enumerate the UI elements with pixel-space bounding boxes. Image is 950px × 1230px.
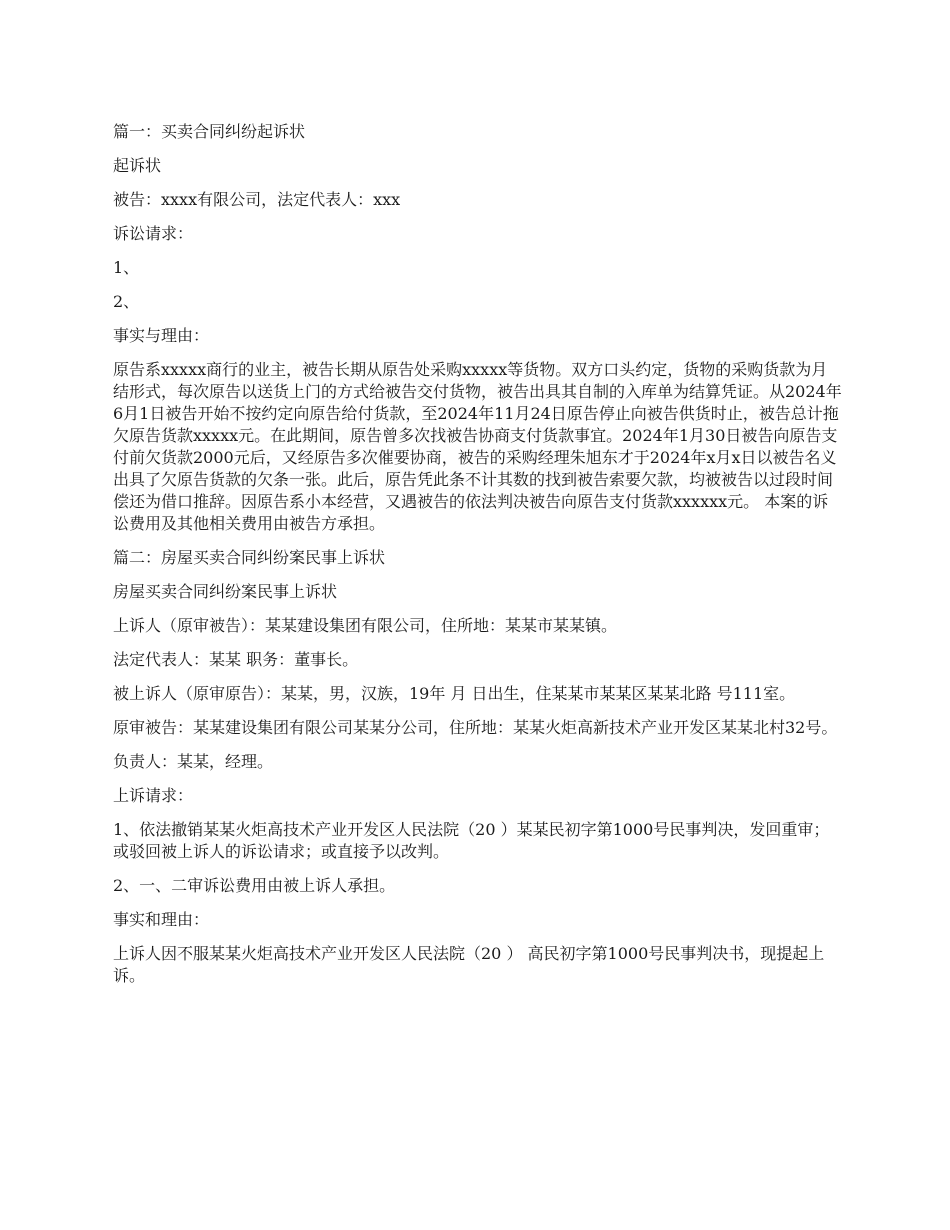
appeal-heading: 房屋买卖合同纠纷案民事上诉状 — [113, 582, 338, 601]
appellee-line: 被上诉人（原审原告）：某某，男，汉族，19年 月 日出生，住某某市某某区某某北路 号111室。 — [113, 684, 796, 703]
appeal-requests-heading: 上诉请求： — [113, 786, 194, 805]
facts-heading: 事实与理由： — [113, 326, 210, 345]
appeal-request-2: 2、一、二审诉讼费用由被上诉人承担。 — [113, 876, 396, 895]
document-body — [113, 121, 843, 999]
appeal-statement: 上诉人因不服某某火炬高技术产业开发区人民法院（20 ） 高民初字第1000号民事判决书，现提起上诉。 — [113, 944, 825, 985]
legal-representative-line: 法定代表人：某某 职务：董事长。 — [113, 650, 359, 669]
appeal-request-1: 1、依法撤销某某火炬高技术产业开发区人民法院（20 ）某某民初字第1000号民事判决，发回重审；或驳回被上诉人的诉讼请求；或直接予以改判。 — [113, 820, 830, 861]
claims-heading: 诉讼请求： — [113, 224, 194, 243]
responsible-person-line: 负责人：某某，经理。 — [113, 752, 274, 771]
document-heading: 起诉状 — [113, 156, 162, 175]
original-defendant-line: 原审被告：某某建设集团有限公司某某分公司，住所地：某某火炬高新技术产业开发区某某北村32号。 — [113, 718, 838, 737]
claim-item-2: 2、 — [113, 292, 140, 311]
claim-item-1: 1、 — [113, 258, 140, 277]
facts-paragraph: 原告系xxxxx商行的业主，被告长期从原告处采购xxxxx等货物。双方口头约定，货物的采购货款为月结形式，每次原告以送货上门的方式给被告交付货物，被告出具其自制的入库单为结算凭证。从2024年6月1日被告开始不按约定向原告给付货款，至2024年11月24日原告停止向被告供货时止，被告总计拖欠原告货款xxxxx元。在此期间，原告曾多次找被告协商支付货款事宜。2024年1月30日被告向原告支付前欠货款2000元后，又经原告多次催要协商，被告的采购经理朱旭东才于2024年x月x日以被告名义出具了欠原告货款的欠条一张。此后，原告凭此条不计其数的找到被告索要欠款，均被被告以过段时间偿还为借口推辞。因原告系小本经营，又遇被告的依法判决被告向原告支付货款xxxxxx元。 本案的诉讼费用及其他相关费用由被告方承担。 — [113, 360, 842, 533]
section-title-part-two: 篇二：房屋买卖合同纠纷案民事上诉状 — [113, 548, 386, 567]
section-title-part-one: 篇一：买卖合同纠纷起诉状 — [113, 122, 306, 141]
appellant-line: 上诉人（原审被告）：某某建设集团有限公司，住所地：某某市某某镇。 — [113, 616, 618, 635]
defendant-line: 被告：xxxx有限公司，法定代表人：xxx — [113, 190, 401, 209]
facts-reasons-heading: 事实和理由： — [113, 910, 210, 929]
